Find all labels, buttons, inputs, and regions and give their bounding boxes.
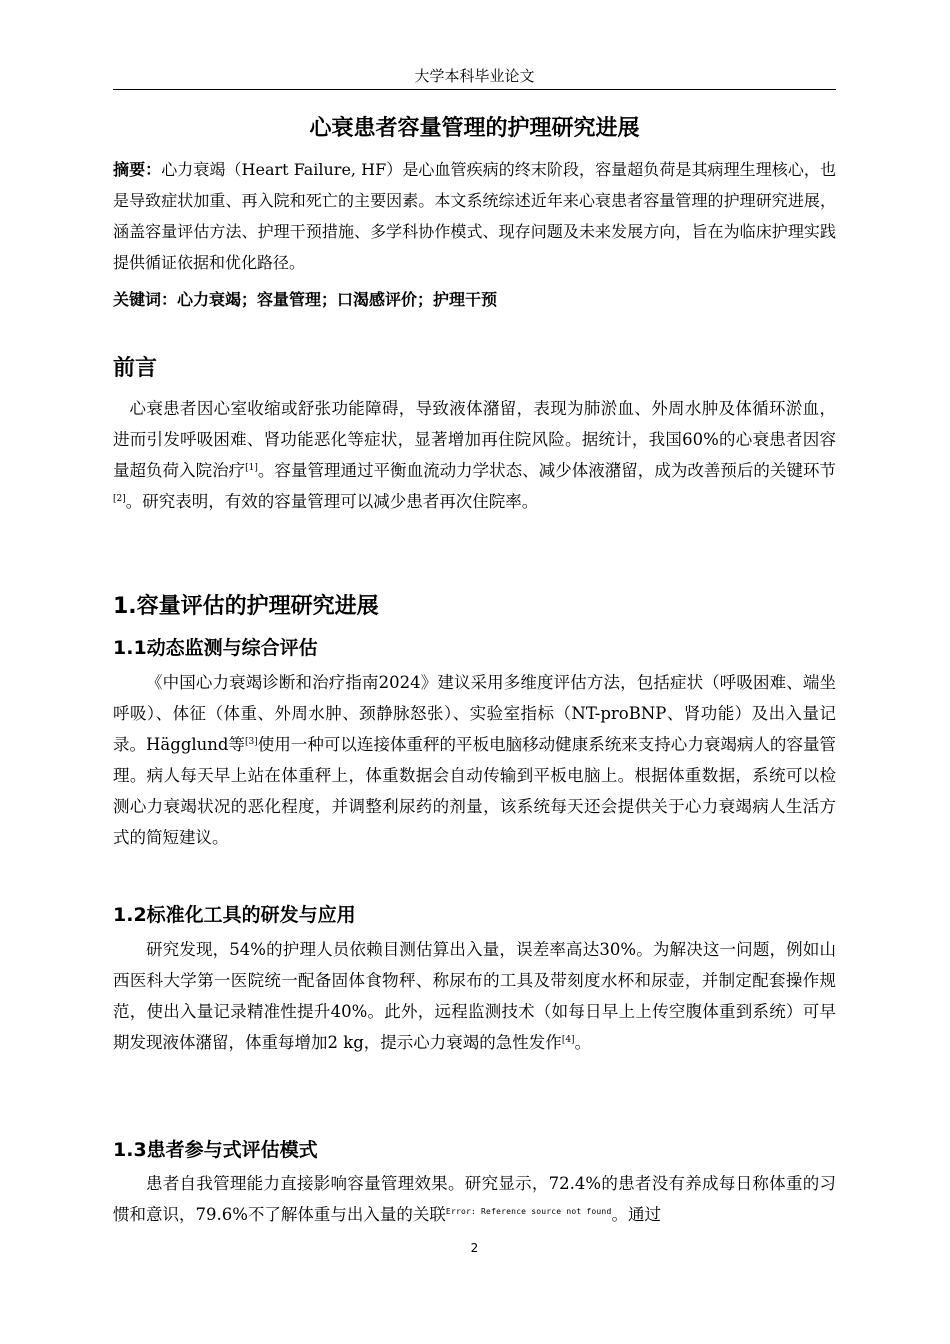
section-1-2-paragraph — [113, 934, 836, 1058]
preface-text-2: 。容量管理通过平衡血流动力学状态、减少体液潴留，成为改善预后的关键环节 — [257, 461, 837, 480]
citation-1: [1] — [245, 463, 258, 473]
citation-3: [3] — [245, 737, 258, 747]
paper-title: 心衰患者容量管理的护理研究进展 — [309, 116, 640, 141]
citation-4: [4] — [561, 1035, 575, 1045]
abstract-text: 心力衰竭（Heart Failure, HF）是心血管疾病的终末阶段，容量超负荷是其病理生理核心，也是导致症状加重、再入院和死亡的主要因素。本文系统综述近年来心衰患者容量管理的护理研究进展，涵盖容量评估方法、护理干预措施、多学科协作模式、现存问题及未来发展方向，旨在为临床护理实践提供循证依据和优化路径。 — [113, 160, 836, 272]
preface-text-1: 心衰患者因心室收缩或舒张功能障碍，导致液体潴留，表现为肺淤血、外周水肿及体循环淤血，进而引发呼吸困难、肾功能恶化等症状，显著增加再住院风险。据统计，我国60%的心衰患者因容量超负荷入院治疗 — [113, 399, 836, 480]
page-number: 2 — [470, 1241, 479, 1255]
preface-heading: 前言 — [113, 356, 158, 381]
citation-error: Error: Reference source not found — [445, 1207, 612, 1216]
preface-text-3: 。研究表明，有效的容量管理可以减少患者再次住院率。 — [125, 492, 539, 511]
section-1-3-text-2: 。通过 — [611, 1205, 661, 1224]
running-header: 大学本科毕业论文 — [414, 67, 535, 85]
header-rule — [113, 89, 836, 90]
section-1-heading: 1.容量评估的护理研究进展 — [113, 594, 379, 619]
section-1-1-text-1: 《中国心力衰竭诊断和治疗指南2024》建议采用多维度评估方法，包括症状（呼吸困难、端坐呼吸）、体征（体重、外周水肿、颈静脉怒张）、实验室指标（NT-proBNP、肾功能）及出入量记录。Hägglund等 — [113, 673, 836, 754]
abstract — [113, 154, 836, 278]
keywords: 关键词：心力衰竭；容量管理；口渴感评价；护理干预 — [113, 290, 498, 309]
section-1-3-paragraph — [113, 1168, 836, 1230]
abstract-label: 摘要： — [113, 160, 162, 179]
section-1-1-paragraph — [113, 667, 836, 853]
section-1-1-text-2: 使用一种可以连接体重秤的平板电脑移动健康系统来支持心力衰竭病人的容量管理。病人每天早上站在体重秤上，体重数据会自动传输到平板电脑上。根据体重数据，系统可以检测心力衰竭状况的恶化程度，并调整利尿药的剂量，该系统每天还会提供关于心力衰竭病人生活方式的简短建议。 — [113, 735, 836, 847]
preface-paragraph — [113, 393, 836, 517]
section-1-2-heading: 1.2标准化工具的研发与应用 — [113, 904, 356, 926]
section-1-3-heading: 1.3患者参与式评估模式 — [113, 1139, 318, 1161]
section-1-2-text-2: 。 — [574, 1033, 592, 1052]
section-1-3-text-1: 患者自我管理能力直接影响容量管理效果。研究显示，72.4%的患者没有养成每日称体重的习惯和意识，79.6%不了解体重与出入量的关联 — [113, 1174, 836, 1224]
section-1-1-heading: 1.1动态监测与综合评估 — [113, 637, 318, 659]
citation-2: [2] — [113, 494, 126, 504]
section-1-2-text-1: 研究发现，54%的护理人员依赖目测估算出入量，误差率高达30%。为解决这一问题，例如山西医科大学第一医院统一配备固体食物秤、称尿布的工具及带刻度水杯和尿壶，并制定配套操作规范，使出入量记录精准性提升40%。此外，远程监测技术（如每日早上上传空腹体重到系统）可早期发现液体潴留，体重每增加2 kg，提示心力衰竭的急性发作 — [113, 940, 836, 1052]
